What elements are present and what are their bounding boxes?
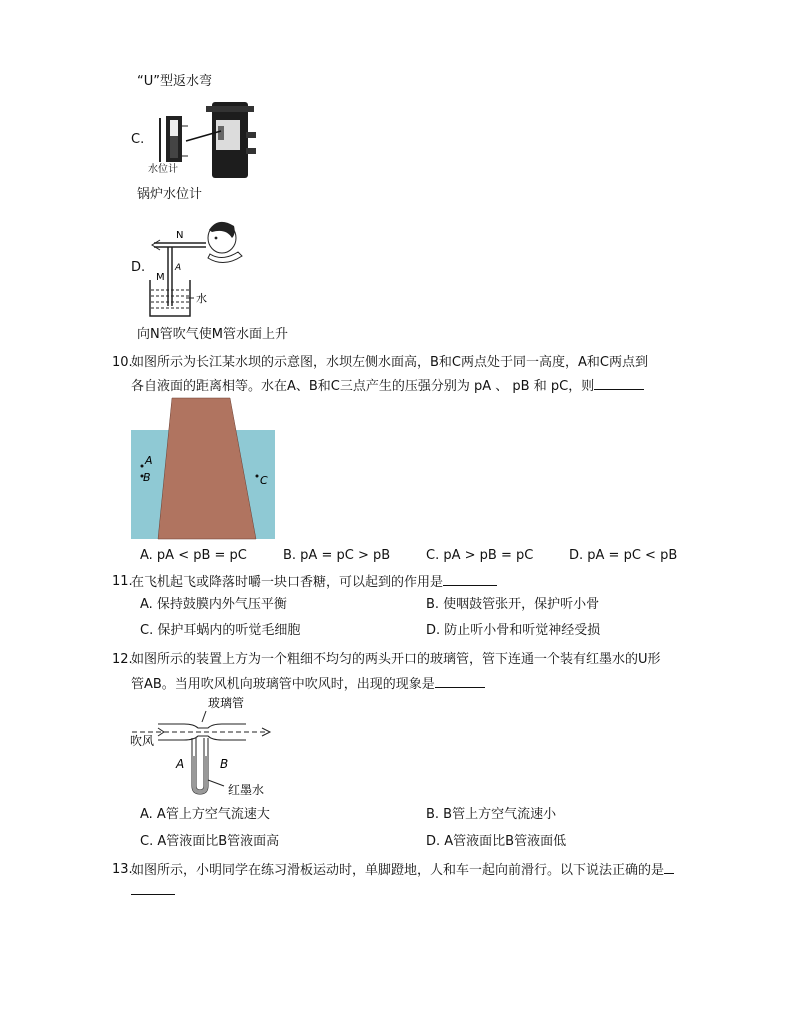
option-c-label: C. xyxy=(131,132,145,147)
m-label: M xyxy=(156,272,165,283)
q13-number: 13. xyxy=(112,862,133,877)
q10-number: 10. xyxy=(112,355,133,370)
dam xyxy=(158,398,256,539)
q11-option-d[interactable]: D. 防止听小骨和听觉神经受损 xyxy=(426,623,601,638)
water-label: 水 xyxy=(196,292,207,305)
q13-stem-text: 如图所示，小明同学在练习滑板运动时，单脚蹬地，人和车一起向前滑行。以下说法正确的是 xyxy=(131,863,665,878)
q12-option-c[interactable]: C. A管液面比B管液面高 xyxy=(140,834,280,849)
gauge-label: 水位计 xyxy=(148,164,178,175)
q10-answer-blank[interactable] xyxy=(594,377,644,390)
q12-option-a[interactable]: A. A管上方空气流速大 xyxy=(140,807,270,822)
option-c-caption-top: “U”型返水弯 xyxy=(137,74,212,89)
option-c-caption-bottom: 锅炉水位计 xyxy=(137,187,203,202)
a-label: A xyxy=(175,263,182,273)
q10-line2 xyxy=(131,377,644,396)
q11-stem-text: 在飞机起飞或降落时嚼一块口香糖，可以起到的作用是 xyxy=(131,575,444,590)
q11-stem xyxy=(131,573,497,592)
point-c-label: C xyxy=(260,474,268,487)
venturi-figure xyxy=(128,694,278,798)
q10-option-b[interactable]: B. pA = pC > pB xyxy=(283,548,391,563)
blow-tube-figure xyxy=(146,210,246,322)
n-label: N xyxy=(176,230,184,241)
tube-label: 玻璃管 xyxy=(208,696,245,710)
point-b-label: B xyxy=(143,471,151,484)
q11-option-c[interactable]: C. 保护耳蜗内的听觉毛细胞 xyxy=(140,623,301,638)
ink-label: 红墨水 xyxy=(228,783,265,797)
q13-stem xyxy=(131,861,674,880)
tube-b-label: B xyxy=(220,757,229,771)
q12-option-d[interactable]: D. A管液面比B管液面低 xyxy=(426,834,567,849)
q12-line2 xyxy=(131,675,485,694)
option-d-label: D. xyxy=(131,260,146,275)
tube-a-label: A xyxy=(176,757,185,771)
q12-number: 12. xyxy=(112,652,133,667)
q12-option-b[interactable]: B. B管上方空气流速小 xyxy=(426,807,557,822)
q12-line2-text: 管AB。当用吹风机向玻璃管中吹风时，出现的现象是 xyxy=(131,677,435,692)
wind-label: 吹风 xyxy=(130,734,155,748)
q11-number: 11. xyxy=(112,574,133,589)
q10-option-c[interactable]: C. pA > pB = pC xyxy=(426,548,534,563)
q10-line2-text: 各自液面的距离相等。水在A、B和C三点产生的压强分别为 pA 、 pB 和 pC，则 xyxy=(131,379,595,394)
q11-option-a[interactable]: A. 保持鼓膜内外气压平衡 xyxy=(140,597,287,612)
q12-answer-blank[interactable] xyxy=(435,675,485,688)
q11-answer-blank[interactable] xyxy=(443,573,497,586)
point-a-label: A xyxy=(145,454,153,467)
option-d-caption: 向N管吹气使M管水面上升 xyxy=(137,327,288,342)
q10-option-a[interactable]: A. pA < pB = pC xyxy=(140,548,247,563)
dam-figure xyxy=(130,396,276,540)
q10-line1: 如图所示为长江某水坝的示意图，水坝左侧水面高，B和C两点处于同一高度，A和C两点到 xyxy=(131,355,648,370)
q12-line1: 如图所示的装置上方为一个粗细不均匀的两头开口的玻璃管，管下连通一个装有红墨水的U形 xyxy=(131,652,661,667)
q10-option-d[interactable]: D. pA = pC < pB xyxy=(569,548,678,563)
q13-answer-blank-start[interactable] xyxy=(664,861,674,874)
q13-answer-blank[interactable] xyxy=(131,894,175,895)
boiler-gauge-figure xyxy=(146,96,266,184)
q11-option-b[interactable]: B. 使咽鼓管张开，保护听小骨 xyxy=(426,597,600,612)
